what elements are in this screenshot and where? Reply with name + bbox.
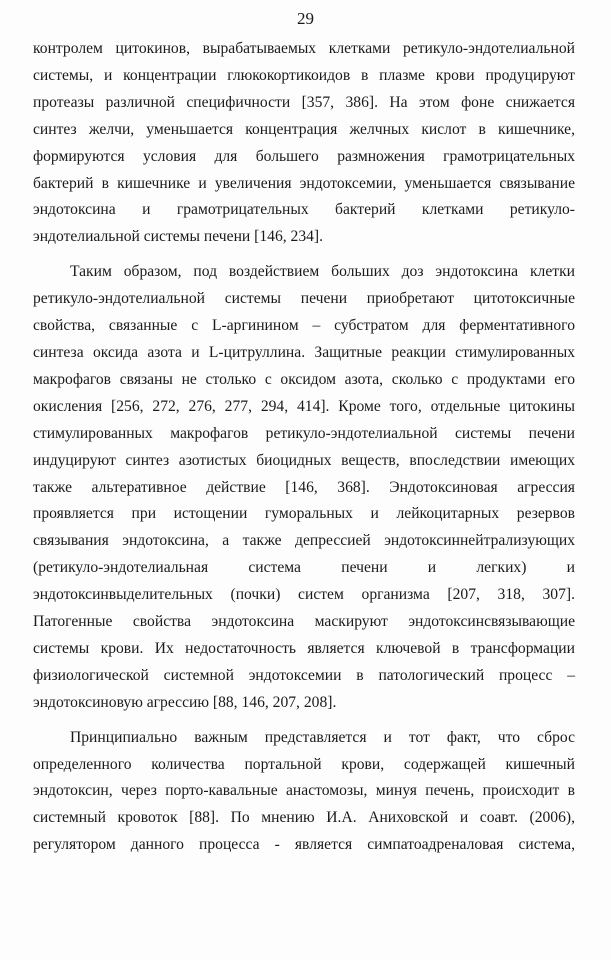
text-line: системы, и концентрации глюкокортикоидов в плазме крови продуцируют bbox=[33, 66, 575, 84]
text-line: макрофагов связаны не столько с оксидом азота, сколько с продуктами его bbox=[33, 370, 575, 388]
paragraph-1 bbox=[33, 36, 575, 251]
text-line: также альтеративное действие [146, 368]. Эндотоксиновая агрессия bbox=[33, 478, 575, 496]
text-body bbox=[33, 36, 575, 859]
text-line: физиологической системной эндотоксемии в патологический процесс – bbox=[33, 666, 575, 684]
text-line: Патогенные свойства эндотоксина маскируют эндотоксинсвязывающие bbox=[33, 613, 575, 631]
text-line: связывания эндотоксина, а также депрессией эндотоксиннейтрализующих bbox=[33, 532, 575, 550]
text-line: свойства, связанные с L-аргинином – субстратом для ферментативного bbox=[33, 317, 575, 335]
text-line: контролем цитокинов, вырабатываемых клетками ретикуло-эндотелиальной bbox=[33, 40, 575, 57]
text-line: регулятором данного процесса - является симпатоадреналовая система, bbox=[33, 836, 575, 854]
text-line: (ретикуло-эндотелиальная система печени и легких) и bbox=[33, 559, 575, 577]
text-line: эндотоксин, через порто-кавальные анастомозы, минуя печень, происходит в bbox=[33, 782, 575, 800]
text-line: формируются условия для большего размножения грамотрицательных bbox=[33, 147, 575, 165]
text-line: окисления [256, 272, 276, 277, 294, 414]. Кроме того, отдельные цитокины bbox=[33, 397, 575, 415]
text-line: эндотоксиновую агрессию [88, 146, 207, 208]. bbox=[33, 693, 337, 711]
text-line: бактерий в кишечнике и увеличения эндотоксемии, уменьшается связывание bbox=[33, 174, 575, 192]
text-line: проявляется при истощении гуморальных и лейкоцитарных резервов bbox=[33, 505, 575, 523]
page-number: 29 bbox=[297, 9, 314, 28]
text-line: синтеза оксида азота и L-цитруллина. Защитные реакции стимулированных bbox=[33, 343, 575, 361]
text-line: системный кровоток [88]. По мнению И.А. Аниховской и соавт. (2006), bbox=[33, 809, 575, 827]
text-line: системы крови. Их недостаточность является ключевой в трансформации bbox=[33, 639, 575, 657]
text-line: стимулированных макрофагов ретикуло-эндотелиальной системы печени bbox=[33, 424, 575, 442]
text-line: эндотоксина и грамотрицательных бактерий клетками ретикуло- bbox=[33, 201, 575, 219]
paragraph-2 bbox=[33, 259, 575, 716]
text-line: эндотоксинвыделительных (почки) систем организма [207, 318, 307]. bbox=[33, 586, 575, 604]
text-line: Принципиально важным представляется и тот факт, что сброс bbox=[70, 728, 575, 746]
text-line: синтез желчи, уменьшается концентрация желчных кислот в кишечнике, bbox=[33, 120, 575, 138]
text-line: Таким образом, под воздействием больших доз эндотоксина клетки bbox=[70, 263, 575, 281]
text-line: ретикуло-эндотелиальной системы печени приобретают цитотоксичные bbox=[33, 290, 575, 308]
paragraph-3 bbox=[33, 725, 575, 860]
text-line: индуцируют синтез азотистых биоцидных веществ, впоследствии имеющих bbox=[33, 451, 575, 469]
text-line: протеазы различной специфичности [357, 386]. На этом фоне снижается bbox=[33, 93, 575, 111]
text-line: определенного количества портальной крови, содержащей кишечный bbox=[33, 755, 575, 773]
text-line: эндотелиальной системы печени [146, 234]. bbox=[33, 228, 324, 246]
